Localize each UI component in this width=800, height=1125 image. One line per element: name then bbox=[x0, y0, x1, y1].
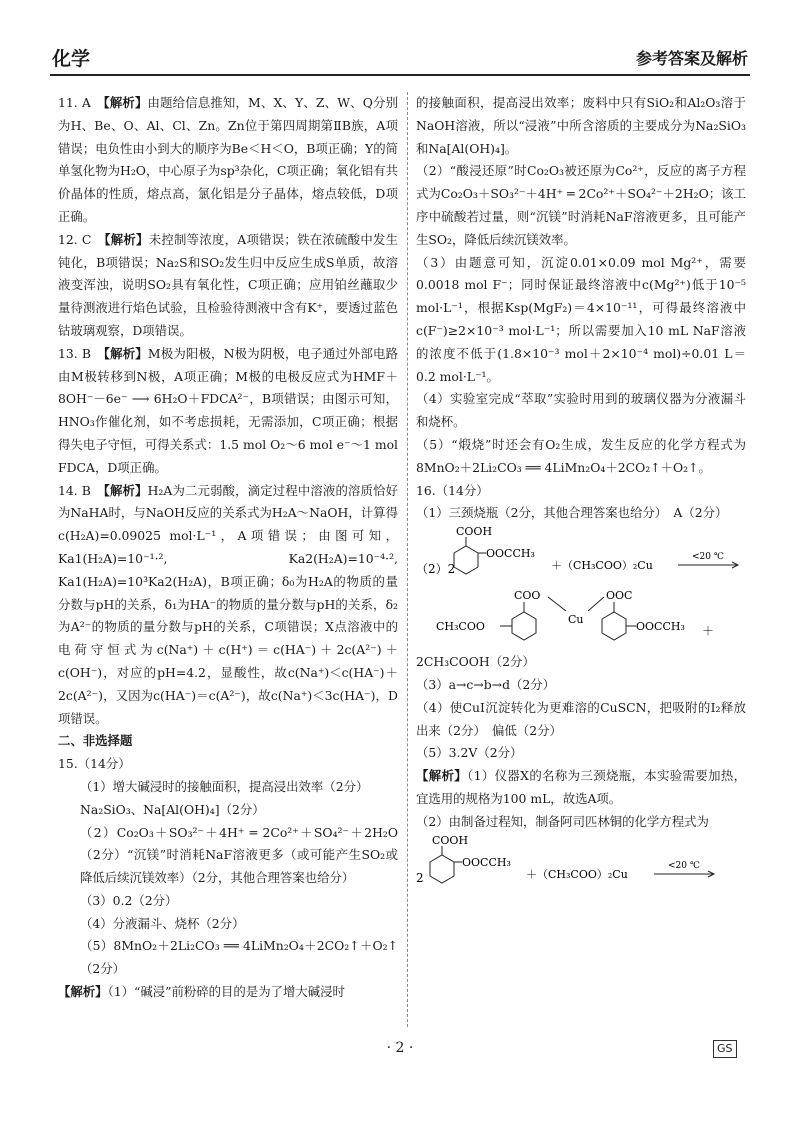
question-12 bbox=[58, 229, 398, 343]
column-divider bbox=[407, 92, 408, 1027]
q12-text: 未控制等浓度，A项错误；铁在浓硫酸中发生钝化，B项错误；Na₂S和SO₂发生归中反应生成S单质，故溶液变浑浊，说明SO₂具有氧化性，C项正确；应用铂丝蘸取少量待测液进行焰色试验，且检验待测液中含有K⁺，要透过蓝色钴玻璃观察，D项错误。 bbox=[58, 231, 399, 338]
q16-equation-product bbox=[416, 589, 746, 651]
q14-number: 14. B bbox=[58, 482, 91, 498]
q15-analysis-text: （1）“碱浸”前粉碎的目的是为了增大碱浸时 bbox=[107, 984, 345, 1000]
q16-analysis-1 bbox=[416, 765, 746, 811]
q11-number: 11. A bbox=[58, 95, 91, 110]
q11-analysis-tag: 【解析】 bbox=[103, 95, 148, 110]
q16-part-2-tail: 2CH₃COOH（2分） bbox=[416, 654, 535, 670]
q13-analysis-tag: 【解析】 bbox=[103, 345, 148, 361]
equation-prefix: （2）2 bbox=[416, 562, 456, 577]
copper-atom: Cu bbox=[568, 613, 584, 627]
q14-text: H₂A为二元弱酸，滴定过程中溶液的溶质恰好为NaHA时，与NaOH反应的关系式为H₂A～NaOH，计算得c(H₂A)=0.09025 mol·L⁻¹，A项错误；由图可知，Ka1(H₂A)=10⁻¹·², Ka2(H₂A)=10⁻⁴·², Ka1(H₂A)=10³Ka2(H₂A)，B项正确；δ₀为H₂A的物质的量分数与pH的关系，δ₁为HA⁻的物质的量分数与pH的关系，δ₂为A²⁻的物质的量分数与pH的关系，C项错误；X点溶液中的电荷守恒式为c(Na⁺)＋c(H⁺)＝c(HA⁻)＋2c(A²⁻)＋c(OH⁻)，对应的pH=4.2，显酸性，故c(Na⁺)＜c(HA⁻)＋2c(A²⁻)，又因为c(HA⁻)＝c(A²⁻)，故c(Na⁺)＜3c(HA⁻)，D项错误。 bbox=[58, 482, 399, 726]
q15-analysis bbox=[58, 981, 398, 1004]
q16-heading: 16.（14分） bbox=[416, 482, 489, 498]
q15-analysis-cont-1: 的接触面积，提高浸出效率；废料中只有SiO₂和Al₂O₃溶于NaOH溶液，所以“浸液”中所含溶质的主要成分为Na₂SiO₃和Na[Al(OH)₄]。 bbox=[416, 95, 746, 156]
left-column bbox=[58, 92, 398, 1004]
coo-group: COO bbox=[514, 589, 541, 603]
cooh-group: COOH bbox=[456, 525, 493, 539]
q16-equation-reactants bbox=[416, 525, 746, 589]
q12-analysis-tag: 【解析】 bbox=[104, 231, 149, 247]
header-title: 参考答案及解析 bbox=[635, 49, 748, 68]
q15-line-1: （1）增大碱浸时的接触面积，提高浸出效率（2分） bbox=[80, 778, 369, 794]
benzene-ring-left-icon bbox=[512, 612, 536, 640]
page-header bbox=[50, 44, 750, 76]
q16-analysis-tag: 【解析】 bbox=[416, 768, 468, 784]
q15-line-6: （5）8MnO₂＋2Li₂CO₃ ══ 4LiMn₂O₄＋2CO₂↑＋O₂↑（2分） bbox=[80, 938, 398, 977]
q16-analysis-equation bbox=[416, 834, 746, 898]
q15-line-5: （4）分液漏斗、烧杯（2分） bbox=[80, 915, 245, 931]
benzene-ring-icon bbox=[454, 546, 478, 574]
aspirin-copper-structure bbox=[416, 589, 746, 651]
q15-analysis-cont-3: （3）由题意可知，沉淀0.01×0.09 mol Mg²⁺，需要0.0018 mol F⁻；同时保证最终溶液中c(Mg²⁺)低于10⁻⁵ mol·L⁻¹，根据Ksp(MgF₂)＝4×10⁻¹¹，可得最终溶液中c(F⁻)≥2×10⁻³ mol·L⁻¹；所以需要加入10 mL NaF溶液的浓度不低于(1.8×10⁻³ mol＋2×10⁻⁴ mol)÷0.01 L＝0.2 mol·L⁻¹。 bbox=[416, 254, 746, 384]
ester-group: OOCCH₃ bbox=[486, 547, 535, 561]
q15-analysis-tag: 【解析】 bbox=[58, 984, 108, 1000]
ooc-group: OOC bbox=[606, 589, 633, 603]
q16-part-5: （5）3.2V（2分） bbox=[416, 745, 523, 761]
question-14 bbox=[58, 480, 398, 731]
ch3coo-group: CH₃COO bbox=[436, 620, 485, 634]
q16-analysis-2: （2）由制备过程知，制备阿司匹林铜的化学方程式为 bbox=[416, 813, 709, 829]
question-13 bbox=[58, 343, 398, 480]
q15-line-3: （2）Co₂O₃＋SO₃²⁻＋4H⁺ ═ 2Co²⁺＋SO₄²⁻＋2H₂O（2分）“沉镁”时消耗NaF溶液更多（或可能产生SO₂或降低后续沉镁效率）（2分，其他合理答案也给分） bbox=[80, 824, 398, 886]
q16-analysis-text-1: （1）仪器X的名称为三颈烧瓶，本实验需要加热，宜选用的规格为100 mL，故选A项。 bbox=[416, 768, 746, 806]
page-number: · 2 · bbox=[386, 1040, 414, 1056]
analysis-equation-prefix: 2 bbox=[416, 870, 424, 885]
q11-text: 由题给信息推知，M、X、Y、Z、W、Q分别为H、Be、O、Al、Cl、Zn。Zn位于第四周期第ⅡB族，A项错误；电负性由小到大的顺序为Be＜H＜O，B项正确；Y的简单氢化物为H₂O，中心原子为sp³杂化，C项正确；氧化铝有共价晶体的性质，熔点高，氯化铝是分子晶体，熔点较低，D项正确。 bbox=[58, 95, 398, 224]
q14-analysis-tag: 【解析】 bbox=[103, 482, 148, 498]
question-11 bbox=[58, 92, 398, 229]
q16-part-4: （4）使CuI沉淀转化为更难溶的CuSCN，把吸附的I₂释放出来（2分） 偏低（2分） bbox=[416, 699, 746, 738]
q12-number: 12. C bbox=[58, 231, 92, 247]
right-column bbox=[416, 92, 746, 898]
q15-heading: 15.（14分） bbox=[58, 756, 131, 772]
q15-line-4: （3）0.2（2分） bbox=[80, 892, 178, 908]
q16-part-1: （1）三颈烧瓶（2分，其他合理答案也给分） A（2分） bbox=[416, 505, 728, 521]
ester-group-right: OOCCH₃ bbox=[636, 620, 685, 634]
section-heading: 二、非选择题 bbox=[58, 733, 133, 749]
analysis-structure-equation bbox=[416, 834, 746, 898]
analysis-equation-reagent: ＋（CH₃COO）₂Cu bbox=[526, 867, 628, 881]
q15-analysis-cont-4: （4）实验室完成“萃取”实验时用到的玻璃仪器为分液漏斗和烧杯。 bbox=[416, 391, 746, 430]
q15-line-2: Na₂SiO₃、Na[Al(OH)₄]（2分） bbox=[80, 801, 265, 817]
aspirin-structure-equation bbox=[416, 525, 746, 589]
edition-code-badge: GS bbox=[713, 1040, 737, 1058]
analysis-ester-group: OOCCH₃ bbox=[462, 855, 511, 869]
analysis-reaction-condition: <20 ℃ bbox=[668, 860, 700, 871]
equation-reagent: ＋（CH₃COO）₂Cu bbox=[551, 559, 653, 573]
reaction-condition: <20 ℃ bbox=[692, 552, 724, 563]
subject-label: 化学 bbox=[52, 48, 91, 70]
q16-part-3: （3）a→c→b→d（2分） bbox=[416, 676, 556, 692]
q15-analysis-cont-5: （5）“煅烧”时还会有O₂生成，发生反应的化学方程式为8MnO₂＋2Li₂CO₃ ══ 4LiMn₂O₄＋2CO₂↑＋O₂↑。 bbox=[416, 436, 746, 475]
q13-number: 13. B bbox=[58, 345, 91, 361]
analysis-cooh-group: COOH bbox=[432, 833, 469, 847]
plus-sign: ＋ bbox=[702, 624, 715, 639]
q13-text: M极为阳极，N极为阴极，电子通过外部电路由M极转移到N极，A项正确；M极的电极反应式为HMF＋8OH⁻－6e⁻ ⟶ 6H₂O＋FDCA²⁻，B项错误；由图示可知，HNO₃作催化剂，如不考虑损耗，无需添加，C项正确；根据得失电子守恒，可得关系式：1.5 mol O₂～6 mol e⁻～1 mol FDCA，D项正确。 bbox=[58, 345, 399, 475]
q15-analysis-cont-2: （2）“酸浸还原”时Co₂O₃被还原为Co²⁺，反应的离子方程式为Co₂O₃＋SO₃²⁻＋4H⁺ ═ 2Co²⁺＋SO₄²⁻＋2H₂O；该工序中硫酸若过量，则“沉镁”时消耗NaF溶液更多，且可能产生SO₂，降低后续沉镁效率。 bbox=[416, 163, 746, 247]
analysis-benzene-ring-icon bbox=[430, 855, 454, 883]
benzene-ring-right-icon bbox=[602, 612, 626, 640]
